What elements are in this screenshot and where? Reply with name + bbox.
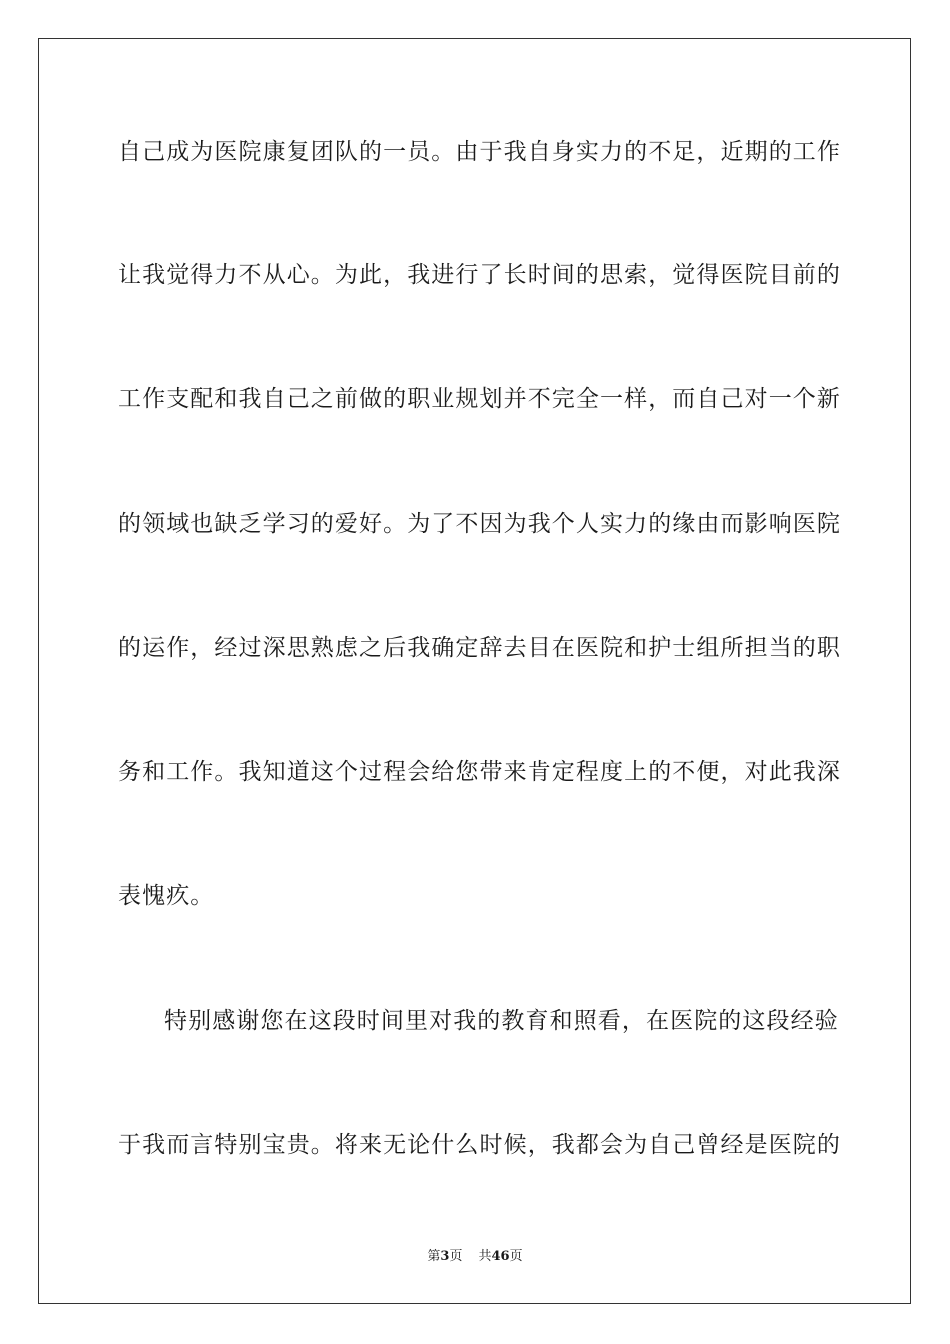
page-footer xyxy=(0,1248,950,1266)
text-line: 工作支配和我自己之前做的职业规划并不完全一样，而自己对一个新 xyxy=(118,386,841,412)
page-label-prefix: 第 xyxy=(427,1249,441,1264)
text-line: 的运作，经过深思熟虑之后我确定辞去目在医院和护士组所担当的职 xyxy=(118,635,841,661)
total-label-suffix: 页 xyxy=(509,1249,523,1264)
text-line: 表愧疚。 xyxy=(118,883,215,909)
text-line: 务和工作。我知道这个过程会给您带来肯定程度上的不便，对此我深 xyxy=(118,759,841,785)
page-number: 3 xyxy=(440,1249,450,1264)
page-label-suffix: 页 xyxy=(449,1249,463,1264)
text-line: 自己成为医院康复团队的一员。由于我自身实力的不足，近期的工作 xyxy=(118,139,841,165)
page-border xyxy=(38,38,911,1304)
total-label-prefix: 共 xyxy=(478,1249,492,1264)
total-pages: 46 xyxy=(491,1249,510,1264)
paragraph-first-line: 特别感谢您在这段时间里对我的教育和照看，在医院的这段经验 xyxy=(164,1008,839,1034)
text-line: 的领域也缺乏学习的爱好。为了不因为我个人实力的缘由而影响医院 xyxy=(118,511,841,537)
text-line: 于我而言特别宝贵。将来无论什么时候，我都会为自己曾经是医院的 xyxy=(118,1132,841,1158)
text-line: 让我觉得力不从心。为此，我进行了长时间的思索，觉得医院目前的 xyxy=(118,262,841,288)
